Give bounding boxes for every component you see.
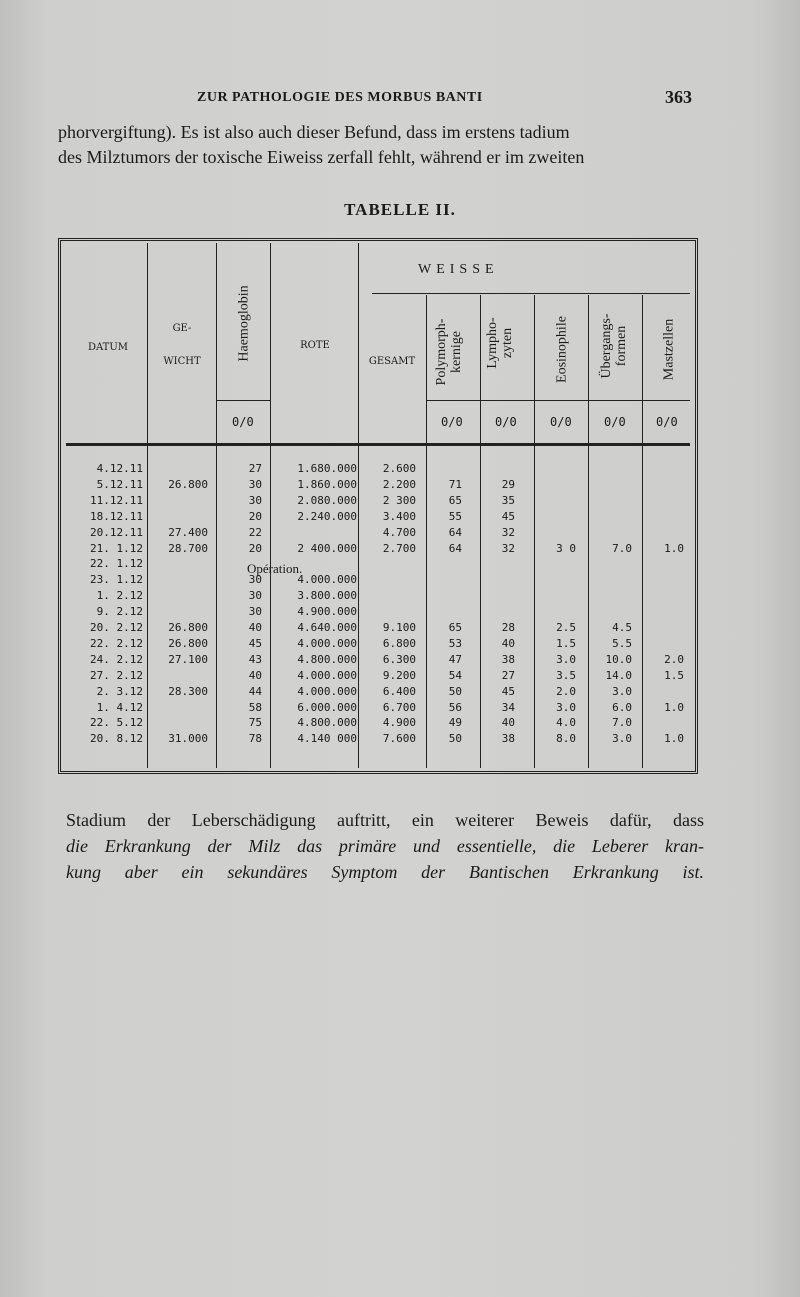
cell-hb: 40 <box>248 621 262 634</box>
cell-eos: 2.0 <box>556 684 576 698</box>
top-paragraph <box>58 120 698 170</box>
cell-eos: 1.5 <box>556 636 576 650</box>
table-row <box>60 526 696 542</box>
cell-mast: 1.0 <box>664 541 684 555</box>
cell-hb: 30 <box>248 573 262 587</box>
table-row <box>60 716 696 732</box>
header-lympho-line: Lympho- <box>485 317 500 369</box>
cell-datum: 5.12.11 <box>96 477 143 491</box>
cell-hb: 20 <box>248 509 262 523</box>
table-row <box>60 621 696 637</box>
cell-gesamt: 7.600 <box>382 732 416 746</box>
cell-datum: 9. 2.12 <box>96 605 143 619</box>
cell-rote: 3.800.000 <box>297 589 357 603</box>
cell-hb: 58 <box>248 700 262 714</box>
cell-rote: 4.640.000 <box>297 621 357 634</box>
header-haemoglobin: Haemoglobin <box>236 285 252 362</box>
text-line: phorvergiftung). Es ist also auch dieser Befund, dass im erstens tadium <box>58 122 570 142</box>
cell-datum: 27. 2.12 <box>90 668 143 682</box>
cell-gesamt: 2.700 <box>382 541 416 555</box>
cell-gesamt: 6.400 <box>382 684 416 698</box>
table-row <box>60 542 696 558</box>
cell-datum: 22. 5.12 <box>90 716 143 730</box>
cell-hb: 40 <box>248 668 262 682</box>
cell-poly: 47 <box>448 652 462 666</box>
weisse-brace-rule <box>372 293 690 294</box>
cell-datum: 21. 1.12 <box>90 541 143 555</box>
cell-rote: 4.000.000 <box>297 668 357 682</box>
cell-eos: 3.5 <box>556 668 576 682</box>
cell-poly: 71 <box>448 477 462 491</box>
cell-poly: 55 <box>448 509 462 523</box>
table-row <box>60 637 696 653</box>
cell-rote: 2 400.000 <box>297 541 357 555</box>
cell-gesamt: 3.400 <box>382 509 416 523</box>
cell-eos: 8.0 <box>556 732 576 746</box>
table-row <box>60 573 696 589</box>
cell-eos: 3.0 <box>556 700 576 714</box>
cell-rote: 4.800.000 <box>297 652 357 666</box>
table-caption: TABELLE II. <box>344 200 456 219</box>
running-header <box>60 87 700 112</box>
cell-datum: 22. 1.12 <box>90 557 143 571</box>
cell-gewicht: 28.300 <box>168 684 208 698</box>
cell-mast: 1.5 <box>664 668 684 682</box>
cell-gewicht: 26.800 <box>168 621 208 634</box>
unit-lympho: 0/0 <box>495 415 517 429</box>
cell-lympho: 29 <box>501 477 515 491</box>
table-row <box>60 510 696 526</box>
cell-hb: 44 <box>248 684 262 698</box>
cell-rote: 4.000.000 <box>297 573 357 587</box>
cell-gesamt: 9.200 <box>382 668 416 682</box>
cell-lympho: 38 <box>501 652 515 666</box>
table-row <box>60 669 696 685</box>
cell-rote: 4.140 000 <box>297 732 357 746</box>
cell-hb: 45 <box>248 636 262 650</box>
cell-gesamt: 2.200 <box>382 477 416 491</box>
cell-gewicht: 26.800 <box>168 636 208 650</box>
header-gewicht-1: GE- <box>172 323 192 334</box>
header-ubergangs-line: formen <box>614 325 629 367</box>
cell-rote: 4.000.000 <box>297 684 357 698</box>
cell-mast: 2.0 <box>664 652 684 666</box>
header-ubergangs-line: Übergangs- <box>599 313 614 379</box>
cell-gesamt: 6.800 <box>382 636 416 650</box>
header-eosinophile: Eosinophile <box>554 316 570 383</box>
unit-mastzellen: 0/0 <box>656 415 678 429</box>
cell-lympho: 35 <box>501 493 515 507</box>
header-polymorph-line: Polymorph- <box>434 318 449 386</box>
cell-ueb: 3.0 <box>612 732 632 746</box>
header-lympho-line: zyten <box>500 327 515 359</box>
header-ubergangs <box>599 296 631 396</box>
cell-rote: 1.860.000 <box>297 477 357 491</box>
cell-ueb: 10.0 <box>605 652 632 666</box>
cell-datum: 22. 2.12 <box>90 636 143 650</box>
table-row <box>60 478 696 494</box>
cell-poly: 53 <box>448 636 462 650</box>
table-row <box>60 494 696 510</box>
header-datum: DATUM <box>87 342 129 353</box>
cell-lympho: 38 <box>501 732 515 746</box>
cell-gewicht: 26.800 <box>168 477 208 491</box>
bottom-paragraph <box>66 807 704 885</box>
cell-poly: 64 <box>448 525 462 539</box>
cell-lympho: 32 <box>501 541 515 555</box>
cell-poly: 64 <box>448 541 462 555</box>
text-line: kung aber ein sekundäres Symptom der Bantischen Erkrankung ist. <box>66 862 704 882</box>
cell-ueb: 7.0 <box>612 716 632 730</box>
cell-gewicht: 31.000 <box>168 732 208 746</box>
page-number: 363 <box>665 87 692 107</box>
cell-eos: 2.5 <box>556 621 576 634</box>
unit-polymorph: 0/0 <box>441 415 463 429</box>
table-row <box>60 685 696 701</box>
cell-gewicht: 28.700 <box>168 541 208 555</box>
text-line: des Milztumors der toxische Eiweiss zerfall fehlt, während er im zweiten <box>58 147 585 167</box>
cell-hb: 30 <box>248 493 262 507</box>
table-row <box>60 653 696 669</box>
cell-gesamt: 4.900 <box>382 716 416 730</box>
cell-hb: 30 <box>248 477 262 491</box>
cell-rote: 1.680.000 <box>297 462 357 475</box>
cell-eos: 3.0 <box>556 652 576 666</box>
unit-ubergangs: 0/0 <box>604 415 626 429</box>
cell-poly: 50 <box>448 684 462 698</box>
cell-eos: 4.0 <box>556 716 576 730</box>
cell-gesamt: 2 300 <box>382 493 416 507</box>
cell-mast: 1.0 <box>664 732 684 746</box>
cell-gesamt: 4.700 <box>382 525 416 539</box>
cell-poly: 49 <box>448 716 462 730</box>
header-rote: ROTE <box>300 340 330 351</box>
cell-gesamt: 6.700 <box>382 700 416 714</box>
table-row <box>60 589 696 605</box>
operation-note: Opération. <box>247 561 303 576</box>
cell-ueb: 3.0 <box>612 684 632 698</box>
cell-lympho: 27 <box>501 668 515 682</box>
running-head-title: ZUR PATHOLOGIE DES MORBUS BANTI <box>197 90 483 105</box>
header-polymorph-line: kernige <box>449 331 464 373</box>
header-gesamt: GESAMT <box>368 356 416 367</box>
cell-gesamt: 6.300 <box>382 652 416 666</box>
cell-hb: 75 <box>248 716 262 730</box>
unit-eosinophile: 0/0 <box>550 415 572 429</box>
header-lympho <box>485 303 517 383</box>
cell-poly: 65 <box>448 621 462 634</box>
cell-rote: 4.800.000 <box>297 716 357 730</box>
text-line: die Erkrankung der Milz das primäre und essentielle, die Leberer kran- <box>66 836 704 856</box>
cell-ueb: 5.5 <box>612 636 632 650</box>
table-row <box>60 605 696 621</box>
cell-datum: 1. 4.12 <box>96 700 143 714</box>
cell-mast: 1.0 <box>664 700 684 714</box>
cell-rote: 6.000.000 <box>297 700 357 714</box>
cell-rote: 2.080.000 <box>297 493 357 507</box>
unit-haemoglobin: 0/0 <box>232 415 254 429</box>
header-gewicht-2: WICHT <box>163 356 201 367</box>
cell-datum: 2. 3.12 <box>96 684 143 698</box>
cell-ueb: 4.5 <box>612 621 632 634</box>
cell-eos: 3 0 <box>556 541 576 555</box>
header-rule <box>216 400 270 401</box>
cell-gesamt: 9.100 <box>382 621 416 634</box>
header-weisse: WEISSE <box>418 262 499 277</box>
table-row <box>60 732 696 748</box>
cell-hb: 78 <box>248 732 262 746</box>
cell-datum: 20.12.11 <box>90 525 143 539</box>
cell-lympho: 45 <box>501 509 515 523</box>
table-row <box>60 462 696 478</box>
cell-rote: 4.000.000 <box>297 636 357 650</box>
cell-poly: 54 <box>448 668 462 682</box>
header-mastzellen: Mastzellen <box>661 318 677 381</box>
cell-rote: 4.900.000 <box>297 605 357 619</box>
cell-lympho: 28 <box>501 621 515 634</box>
cell-lympho: 34 <box>501 700 515 714</box>
cell-lympho: 45 <box>501 684 515 698</box>
cell-poly: 65 <box>448 493 462 507</box>
table-row <box>60 557 696 573</box>
cell-gewicht: 27.400 <box>168 525 208 539</box>
cell-lympho: 40 <box>501 636 515 650</box>
cell-lympho: 40 <box>501 716 515 730</box>
cell-hb: 22 <box>248 525 262 539</box>
cell-datum: 24. 2.12 <box>90 652 143 666</box>
cell-rote: 2.240.000 <box>297 509 357 523</box>
cell-poly: 50 <box>448 732 462 746</box>
cell-datum: 1. 2.12 <box>96 589 143 603</box>
header-polymorph <box>434 302 466 402</box>
cell-ueb: 14.0 <box>605 668 632 682</box>
cell-hb: 20 <box>248 541 262 555</box>
cell-hb: 30 <box>248 605 262 619</box>
table-row <box>60 701 696 717</box>
cell-datum: 20. 8.12 <box>90 732 143 746</box>
cell-hb: 43 <box>248 652 262 666</box>
cell-datum: 18.12.11 <box>90 509 143 523</box>
cell-gewicht: 27.100 <box>168 652 208 666</box>
cell-hb: 27 <box>248 462 262 475</box>
cell-datum: 11.12.11 <box>90 493 143 507</box>
cell-ueb: 6.0 <box>612 700 632 714</box>
header-separator <box>66 443 690 446</box>
cell-datum: 23. 1.12 <box>90 573 143 587</box>
cell-poly: 56 <box>448 700 462 714</box>
cell-lympho: 32 <box>501 525 515 539</box>
text-line: Stadium der Leberschädigung auftritt, ein weiterer Beweis dafür, dass <box>66 810 704 830</box>
cell-hb: 30 <box>248 589 262 603</box>
cell-datum: 20. 2.12 <box>90 621 143 634</box>
cell-datum: 4.12.11 <box>96 462 143 475</box>
cell-gesamt: 2.600 <box>382 462 416 475</box>
cell-ueb: 7.0 <box>612 541 632 555</box>
